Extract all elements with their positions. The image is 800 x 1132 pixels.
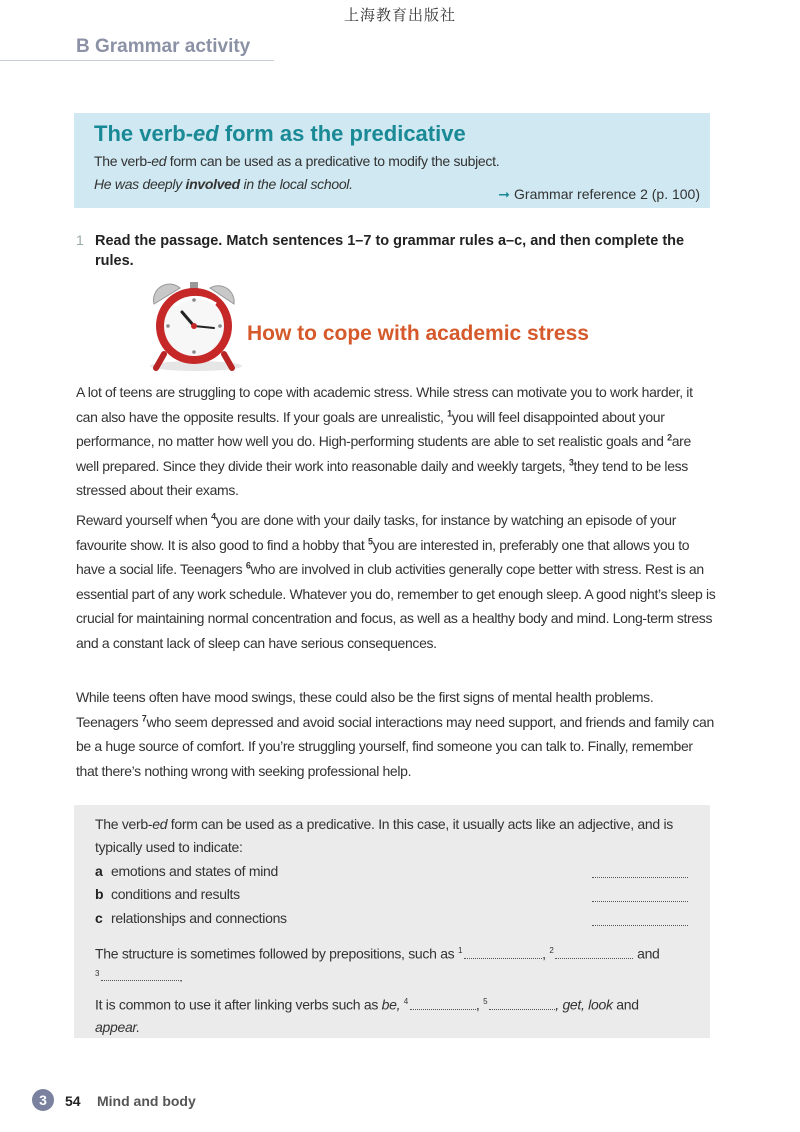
article-title: How to cope with academic stress: [247, 322, 589, 345]
unit-number-badge: 3: [32, 1089, 54, 1111]
article-paragraph-1: A lot of teens are struggling to cope with academic stress. While stress can motivate you to work harder, it can also have the opposite results. If your goals are unrealistic, $^1$you will feel disappointed about your performance, no matter how well you do. High-performing students are able to set realistic goals and $^2$are well prepared. Since they divide their work into reasonable daily and weekly targets, $^3$they tend to be less stressed about their exams.: [76, 384, 693, 498]
sentence-marker: 1: [447, 407, 452, 418]
fill-blank-3[interactable]: [101, 968, 179, 981]
section-divider: [0, 60, 274, 61]
section-heading: B Grammar activity: [76, 36, 251, 57]
grammar-rules-box: [74, 805, 710, 1038]
sentence-marker: 2: [667, 432, 672, 443]
rule-answer-blank-b[interactable]: [592, 900, 688, 902]
fill-blank-4[interactable]: [410, 997, 476, 1010]
linking-verb-rule: It is common to use it after linking verbs such as be, $^4$ , $^5$ , get, look and appear.: [95, 996, 639, 1035]
page-number: 54: [65, 1093, 81, 1109]
rule-item-a: a emotions and states of mind: [95, 863, 278, 879]
sentence-marker: 5: [367, 535, 373, 546]
sentence-marker: 7: [141, 712, 147, 723]
sentence-marker: 3: [568, 456, 574, 467]
sentence-marker: 4: [211, 511, 216, 522]
grammar-reference-link[interactable]: ➞ Grammar reference 2 (p. 100): [498, 186, 700, 202]
task-number: 1: [76, 232, 84, 248]
rule-item-b: b conditions and results: [95, 886, 240, 902]
fill-blank-2[interactable]: [555, 946, 633, 959]
article-paragraph-2: Reward yourself when $^4$you are done with your daily tasks, for instance by watching an episode of your favourite show. It is also good to find a hobby that $^5$you are interested in, preferably one that allows you to have a social life. Teenagers $^6$who are involved in club activities generally cope better with stress. Rest is an essential part of any work schedule. Whatever you do, remember to get enough sleep. A good night’s sleep is crucial for maintaining normal concentration and focus, as well as a healthy body and mind. Long-term stress and a constant lack of sleep can have serious consequences.: [76, 511, 716, 651]
alarm-clock-icon: [140, 280, 246, 372]
unit-title: Mind and body: [97, 1093, 196, 1109]
arrow-right-icon: ➞: [498, 186, 511, 202]
grammar-focus-box: [74, 113, 710, 208]
fill-blank-5[interactable]: [489, 997, 555, 1010]
sentence-marker: 6: [245, 560, 251, 571]
grammar-title: The verb-ed form as the predicative: [94, 121, 466, 146]
rules-intro: The verb-ed form can be used as a predicative. In this case, it usually acts like an adjective, and is typically used to indicate:: [95, 816, 673, 855]
preposition-rule: The structure is sometimes followed by prepositions, such as $^1$ , $^2$ and $^3$ .: [95, 945, 660, 985]
article-paragraph-3: While teens often have mood swings, these could also be the first signs of mental health problems. Teenagers $^7$who seem depressed and avoid social interactions may need support, and friends and family can be a huge source of comfort. If you’re struggling yourself, find someone you can talk to. Finally, remember that there’s nothing wrong with seeking professional help.: [76, 689, 714, 779]
grammar-description: The verb-ed form can be used as a predicative to modify the subject.: [94, 153, 500, 169]
fill-blank-1[interactable]: [464, 946, 542, 959]
grammar-example: He was deeply involved in the local school.: [94, 176, 353, 192]
publisher-name: 上海教育出版社: [343, 6, 456, 24]
rule-answer-blank-c[interactable]: [592, 924, 688, 926]
rule-item-c: c relationships and connections: [95, 910, 287, 926]
rule-answer-blank-a[interactable]: [592, 876, 688, 878]
task-instruction: Read the passage. Match sentences 1–7 to grammar rules a–c, and then complete the rules.: [95, 233, 685, 269]
